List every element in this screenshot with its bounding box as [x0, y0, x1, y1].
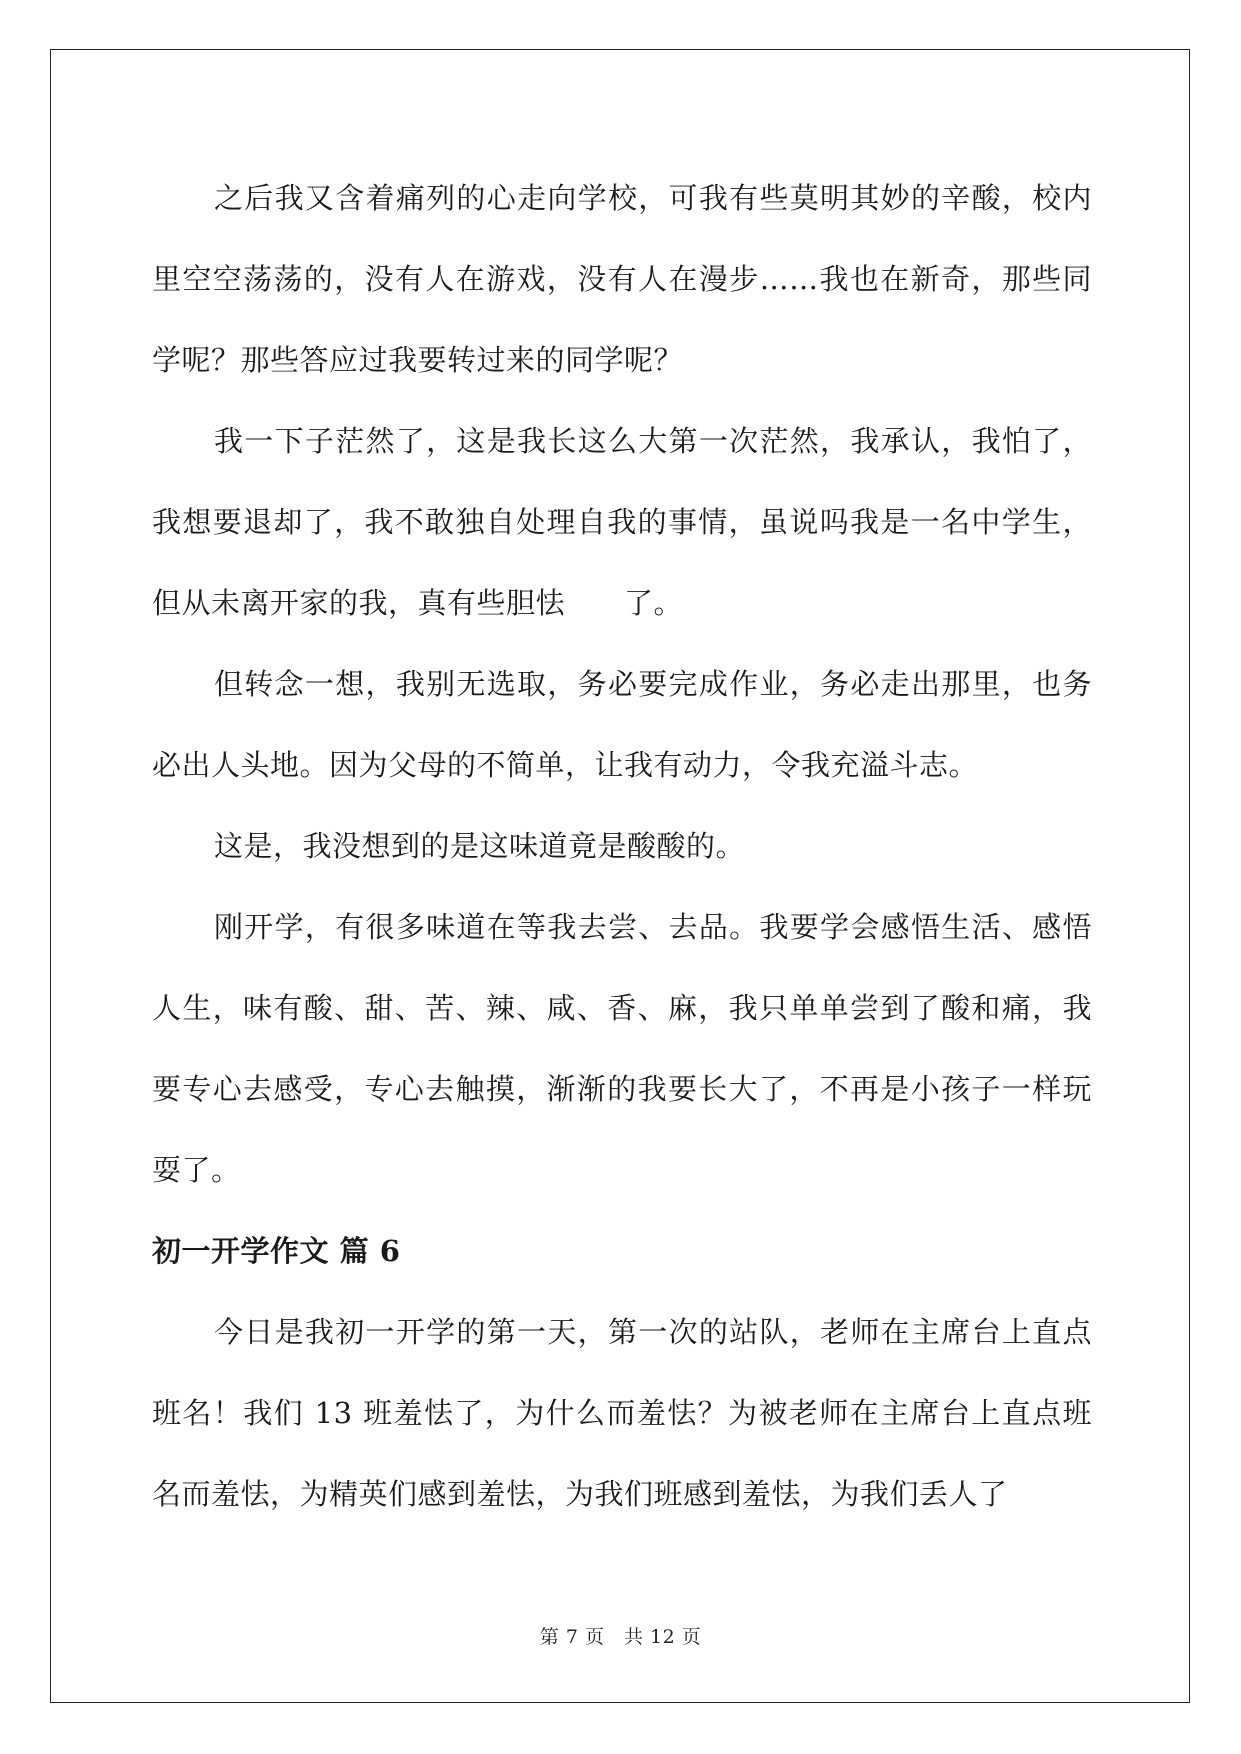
paragraph: 刚开学，有很多味道在等我去尝、去品。我要学会感悟生活、感悟人生，味有酸、甜、苦、辣、咸、香、麻，我只单单尝到了酸和痛，我要专心去感受，专心去触摸，渐渐的我要长大了，不再是小孩子一样玩耍了。: [152, 910, 1092, 1187]
paragraph: 之后我又含着痛列的心走向学校，可我有些莫明其妙的辛酸，校内里空空荡荡的，没有人在游戏，没有人在漫步……我也在新奇，那些同学呢？那些答应过我要转过来的同学呢？: [152, 181, 1092, 377]
document-body: [152, 158, 1092, 1535]
section-heading: 初一开学作文 篇 6: [152, 1234, 401, 1268]
page-number: 第 7 页 共 12 页: [539, 1626, 702, 1648]
paragraph: 我一下子茫然了，这是我长这么大第一次茫然，我承认，我怕了，我想要退却了，我不敢独自处理自我的事情，虽说吗我是一名中学生，但从未离开家的我，真有些胆怯 了。: [152, 424, 1092, 620]
paragraph: 今日是我初一开学的第一天，第一次的站队，老师在主席台上直点班名！我们 13 班羞怯了，为什么而羞怯？为被老师在主席台上直点班名而羞怯，为精英们感到羞怯，为我们班感到羞怯，为我们丢人了: [152, 1315, 1092, 1511]
paragraph: 但转念一想，我别无选取，务必要完成作业，务必走出那里，也务必出人头地。因为父母的不简单，让我有动力，令我充溢斗志。: [152, 667, 1092, 782]
paragraph: 这是，我没想到的是这味道竟是酸酸的。: [214, 829, 746, 863]
